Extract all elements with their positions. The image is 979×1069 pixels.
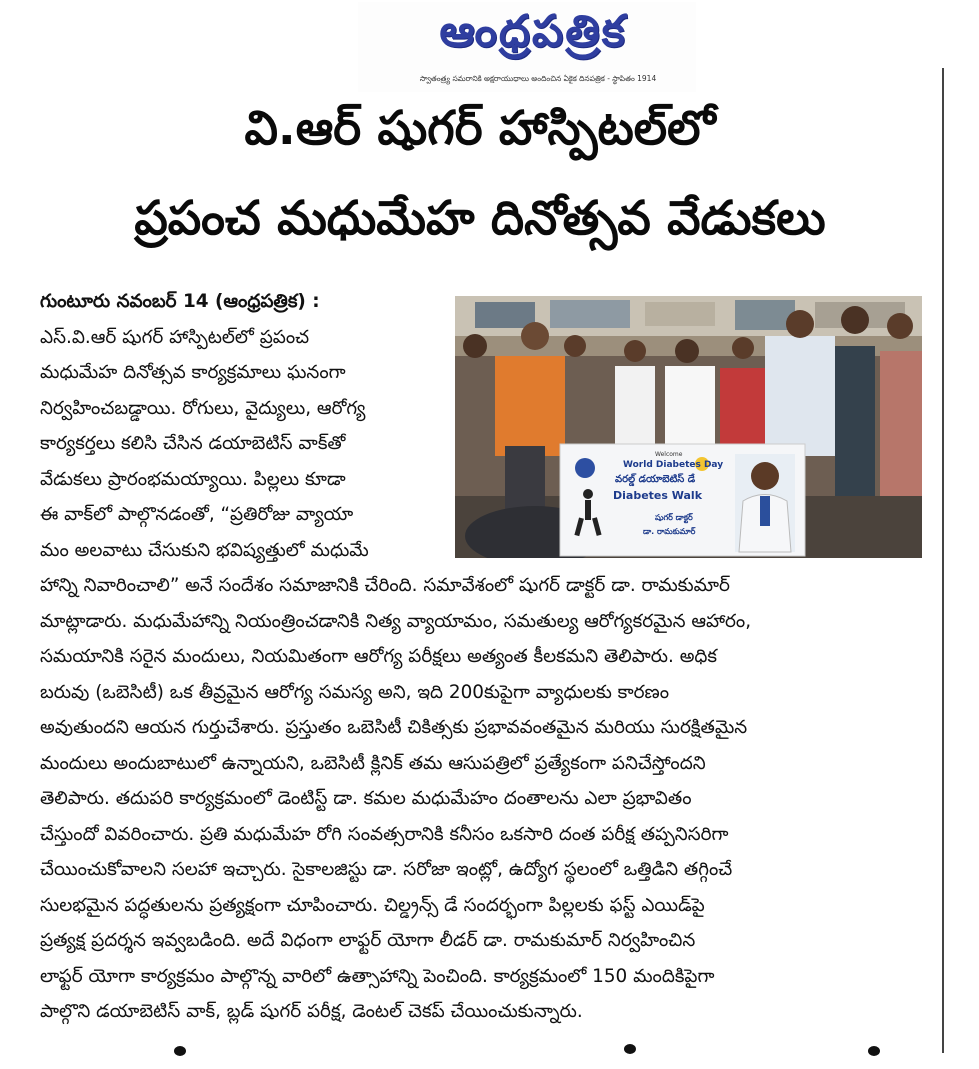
article-line: మధుమేహ దినోత్సవ కార్యక్రమాలు ఘనంగా	[40, 362, 346, 383]
newspaper-logo: ఆంధ్రపత్రిక	[439, 6, 627, 57]
article-line: బరువు (ఒబెసిటీ) ఒక తీవ్రమైన ఆరోగ్య సమస్య అని, ఇది 200కుపైగా వ్యాధులకు కారణం	[40, 681, 670, 703]
article-line: కార్యకర్తలు కలిసి చేసిన డయాబెటిస్ వాక్‌తో	[40, 433, 346, 454]
article-line: చేస్తుందో వివరించారు. ప్రతి మధుమేహ రోగి సంవత్సరానికి కనీసం ఒకసారి దంత పరీక్ష తప్పనిసరిగా	[40, 823, 729, 845]
article-line: సులభమైన పద్ధతులను ప్రత్యక్షంగా చూపించారు. చిల్డ్రన్స్ డే సందర్భంగా పిల్లలకు ఫస్ట్ ఎయిడ్‌పై	[40, 894, 705, 916]
banner-doctor-title: షుగర్ డాక్టర్	[655, 513, 693, 522]
article-line: నిర్వహించబడ్డాయి. రోగులు, వైద్యులు, ఆరోగ్య	[40, 397, 366, 419]
article-line: మందులు అందుబాటులో ఉన్నాయని, ఒబెసిటీ క్లినిక్ తమ ఆసుపత్రిలో ప్రత్యేకంగా పనిచేస్తోందని	[40, 752, 706, 774]
article-line: వేడుకలు ప్రారంభమయ్యాయి. పిల్లలు కూడా	[40, 468, 346, 490]
column-rule	[942, 68, 944, 1053]
masthead-tagline: స్వాతంత్ర్య సమరానికి అక్షరాయుధాలు అందించిన ఏకైక దినపత్రిక - స్థాపితం 1914	[419, 74, 657, 83]
banner-subtitle: Diabetes Walk	[613, 489, 703, 502]
text-fragment	[174, 1046, 186, 1056]
article-full-column	[40, 568, 935, 1030]
banner-title: World Diabetes Day	[623, 460, 724, 470]
cropped-next-line	[0, 1040, 979, 1069]
masthead	[358, 2, 696, 92]
dateline: గుంటూరు నవంబర్ 14 (ఆంధ్రపత్రిక) :	[40, 291, 320, 312]
article-line: మం అలవాటు చేసుకుని భవిష్యత్తులో మధుమే	[40, 539, 369, 561]
banner-doctor-name: డా. రామకుమార్	[643, 527, 696, 536]
article-line: ప్రత్యక్ష ప్రదర్శన ఇవ్వబడింది. అదే విధంగా లాఫ్టర్ యోగా లీడర్ డా. రామకుమార్ నిర్వహించిన	[40, 930, 696, 951]
article-line: హాన్ని నివారించాలి” అనే సందేశం సమాజానికి చేరింది. సమావేశంలో షుగర్ డాక్టర్ డా. రామకుమార్	[40, 575, 730, 596]
article-line: లాఫ్టర్ యోగా కార్యక్రమం పాల్గొన్న వారిలో ఉత్సాహాన్ని పెంచింది. కార్యక్రమంలో 150 మందికిపైగా	[40, 965, 715, 987]
banner-telugu-title: వరల్డ్ డయాబెటిస్ డే	[615, 474, 696, 485]
text-fragment	[868, 1046, 880, 1056]
article-line: తెలిపారు. తదుపరి కార్యక్రమంలో డెంటిస్ట్ డా. కమల మధుమేహం దంతాలను ఎలా ప్రభావితం	[40, 788, 692, 809]
banner-welcome: Welcome	[655, 451, 683, 458]
article-line: పాల్గొని డయాబెటిస్ వాక్, బ్లడ్ షుగర్ పరీక్ష, డెంటల్ చెకప్ చేయించుకున్నారు.	[40, 1001, 583, 1022]
headline-line-1: వి.ఆర్ షుగర్ హాస్పిటల్‌లో	[244, 101, 716, 156]
article-line: సమయానికి సరైన మందులు, నియమితంగా ఆరోగ్య పరీక్షలు అత్యంత కీలకమని తెలిపారు. అధిక	[40, 646, 717, 667]
text-fragment	[624, 1044, 636, 1054]
article-line: ఈ వాక్‌లో పాల్గొనడంతో, “ప్రతిరోజు వ్యాయా	[40, 504, 354, 525]
article-left-column	[40, 284, 445, 568]
article-line: చేయించుకోవాలని సలహా ఇచ్చారు. సైకాలజిస్టు డా. సరోజా ఇంట్లో, ఉద్యోగ స్థలంలో ఒత్తిడిని తగ్గించే	[40, 859, 733, 880]
article-line: మాట్లాడారు. మధుమేహాన్ని నియంత్రించడానికి నిత్య వ్యాయామం, సమతుల్య ఆరోగ్యకరమైన ఆహారం,	[40, 610, 752, 632]
article-line: ఎస్.వి.ఆర్ షుగర్ హాస్పిటల్‌లో ప్రపంచ	[40, 326, 310, 348]
headline-line-2: ప్రపంచ మధుమేహ దినోత్సవ వేడుకలు	[134, 191, 826, 246]
event-photo	[455, 296, 922, 558]
article-line: అవుతుందని ఆయన గుర్తుచేశారు. ప్రస్తుతం ఒబెసిటీ చికిత్సకు ప్రభావవంతమైన మరియు సురక్షితమైన	[40, 717, 748, 738]
